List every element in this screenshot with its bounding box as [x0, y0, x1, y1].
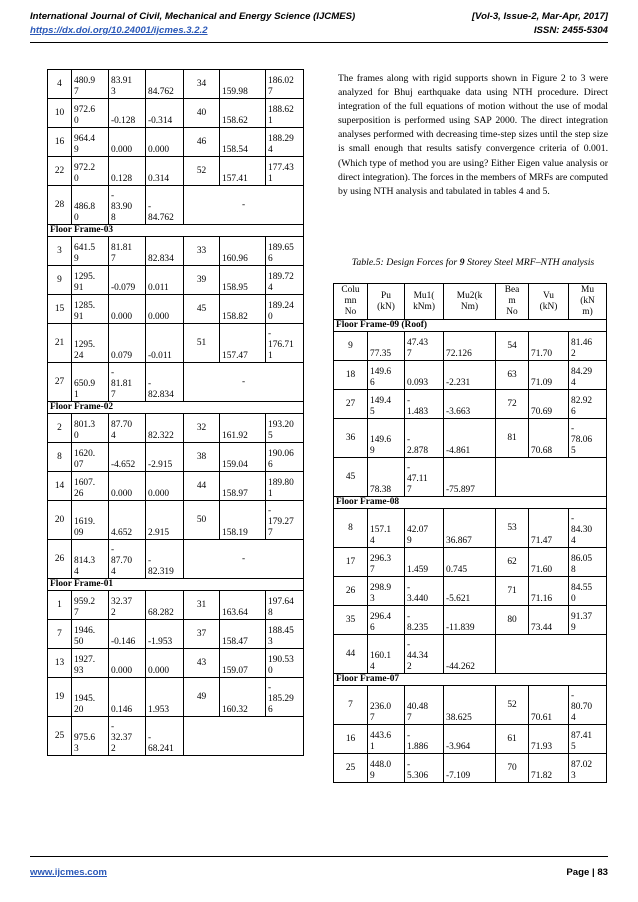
mu2-value: -7.109 [444, 754, 496, 783]
beam-empty: - [184, 540, 304, 579]
left-table-section-row [48, 225, 304, 237]
mu-value: - 80.70 4 [569, 686, 607, 725]
right-table-header [334, 284, 607, 320]
column-no: 3 [48, 237, 72, 266]
right-table-row [334, 606, 607, 635]
pu-value: 1607. 26 [72, 472, 109, 501]
right-table-row [334, 548, 607, 577]
mu2-value: -2.915 [146, 443, 184, 472]
pu-value: 298.9 3 [368, 577, 405, 606]
pu-value: 149.6 6 [368, 361, 405, 390]
column-header: Colu mn No [334, 284, 368, 320]
mu1-value: 0.079 [109, 324, 146, 363]
pu-value: 1295. 91 [72, 266, 109, 295]
column-no: 16 [48, 128, 72, 157]
right-table-row [334, 332, 607, 361]
mu1-value: 0.000 [109, 472, 146, 501]
right-table-row [334, 361, 607, 390]
mu1-value: 0.000 [109, 295, 146, 324]
mu-value: 91.37 9 [569, 606, 607, 635]
caption-prefix: Table.5: Design Forces for [351, 257, 460, 268]
vu-value: 158.97 [220, 472, 266, 501]
left-table-row [48, 237, 304, 266]
left-table-row [48, 70, 304, 99]
mu2-value: 0.314 [146, 157, 184, 186]
issue-info: [Vol-3, Issue-2, Mar-Apr, 2017] [471, 11, 608, 22]
left-table-section-row [48, 402, 304, 414]
mu-value: 84.55 0 [569, 577, 607, 606]
vu-value: 71.60 [529, 548, 569, 577]
mu2-value: -0.314 [146, 99, 184, 128]
column-no: 10 [48, 99, 72, 128]
right-table-row [334, 635, 607, 674]
mu1-value: 0.128 [109, 157, 146, 186]
beam-no: 43 [184, 649, 220, 678]
mu1-value: 0.146 [109, 678, 146, 717]
vu-value: 70.68 [529, 419, 569, 458]
mu-value: 84.29 4 [569, 361, 607, 390]
pu-value: 443.6 1 [368, 725, 405, 754]
mu-value: 87.02 3 [569, 754, 607, 783]
beam-no: 33 [184, 237, 220, 266]
right-table-row [334, 390, 607, 419]
right-table-row [334, 509, 607, 548]
mu1-value: - 87.70 4 [109, 540, 146, 579]
mu1-value: - 47.11 7 [405, 458, 444, 497]
section-heading: Floor Frame-09 (Roof) [334, 320, 607, 332]
pu-value: 78.38 [368, 458, 405, 497]
beam-no: 34 [184, 70, 220, 99]
mu1-value: 0.093 [405, 361, 444, 390]
pu-value: 1619. 09 [72, 501, 109, 540]
pu-value: 1285. 91 [72, 295, 109, 324]
pu-value: 972.6 0 [72, 99, 109, 128]
mu-value: - 84.30 4 [569, 509, 607, 548]
column-header: Bea m No [496, 284, 529, 320]
column-no: 28 [48, 186, 72, 225]
mu-value: 186.02 7 [266, 70, 304, 99]
vu-value: 160.96 [220, 237, 266, 266]
mu2-value: 0.000 [146, 295, 184, 324]
pu-value: 1945. 20 [72, 678, 109, 717]
column-no: 15 [48, 295, 72, 324]
issn: ISSN: 2455-5304 [533, 25, 608, 36]
beam-no: 54 [496, 332, 529, 361]
column-no: 26 [48, 540, 72, 579]
column-no: 22 [48, 157, 72, 186]
mu2-value: - 84.762 [146, 186, 184, 225]
mu-value: - 176.71 1 [266, 324, 304, 363]
column-no: 21 [48, 324, 72, 363]
left-table-row [48, 649, 304, 678]
beam-no: 39 [184, 266, 220, 295]
mu1-value: - 1.483 [405, 390, 444, 419]
mu2-value: 0.000 [146, 472, 184, 501]
beam-no: 72 [496, 390, 529, 419]
header-rule [30, 42, 608, 43]
right-table-section-row [334, 674, 607, 686]
left-table-row [48, 472, 304, 501]
left-table-row [48, 363, 304, 402]
mu1-value: - 3.440 [405, 577, 444, 606]
column-no: 20 [48, 501, 72, 540]
column-header: Mu2(k Nm) [444, 284, 496, 320]
mu2-value: 84.762 [146, 70, 184, 99]
pu-value: 1946. 50 [72, 620, 109, 649]
column-header: Vu (kN) [529, 284, 569, 320]
vu-value: 71.09 [529, 361, 569, 390]
pu-value: 959.2 7 [72, 591, 109, 620]
pu-value: 975.6 3 [72, 717, 109, 756]
right-table-row [334, 419, 607, 458]
beam-no: 44 [184, 472, 220, 501]
left-table-row [48, 717, 304, 756]
running-header [30, 11, 608, 23]
mu2-value: - 82.319 [146, 540, 184, 579]
mu2-value: 0.011 [146, 266, 184, 295]
left-table-row [48, 414, 304, 443]
pu-value: 149.6 9 [368, 419, 405, 458]
right-table-row [334, 725, 607, 754]
column-no: 13 [48, 649, 72, 678]
beam-no: 52 [496, 686, 529, 725]
vu-value: 158.82 [220, 295, 266, 324]
body-paragraph: The frames along with rigid supports shown in Figure 2 to 3 were analyzed for Bhuj earthquake data using NTH procedure. Direct integration of the full equations of motion without the use of modal superposition is performed using SAP 2000. The direct integration analyses performed with decreasing time-step sizes until the step size is small enough that results satisfy convergence criteria of 0.001. (Which type of method you are using? Either Eigen value analysis or direct integration). The forces in the members of MRFs are computed by using NTH analysis and tabulated in tables 4 and 5. [338, 73, 608, 197]
column-no: 16 [334, 725, 368, 754]
mu2-value: 36.867 [444, 509, 496, 548]
pu-value: 296.4 6 [368, 606, 405, 635]
mu-value: 189.80 1 [266, 472, 304, 501]
column-no: 7 [48, 620, 72, 649]
pu-value: 814.3 4 [72, 540, 109, 579]
pu-value: 157.1 4 [368, 509, 405, 548]
mu2-value: -3.964 [444, 725, 496, 754]
mu2-value: 82.322 [146, 414, 184, 443]
mu-value: 87.41 5 [569, 725, 607, 754]
mu2-value: -5.621 [444, 577, 496, 606]
mu1-value: -0.079 [109, 266, 146, 295]
mu-value: - 185.29 6 [266, 678, 304, 717]
mu1-value: 0.000 [109, 649, 146, 678]
mu-value: 189.72 4 [266, 266, 304, 295]
pu-value: 448.0 9 [368, 754, 405, 783]
mu-value: 190.06 6 [266, 443, 304, 472]
vu-value: 70.69 [529, 390, 569, 419]
mu1-value: 83.91 3 [109, 70, 146, 99]
mu1-value: - 5.306 [405, 754, 444, 783]
beam-no: 70 [496, 754, 529, 783]
mu-value: 190.53 0 [266, 649, 304, 678]
beam-no: 38 [184, 443, 220, 472]
mu2-value: -75.897 [444, 458, 496, 497]
left-table-row [48, 591, 304, 620]
column-no: 27 [334, 390, 368, 419]
mu-value: - 179.27 7 [266, 501, 304, 540]
right-table-row [334, 577, 607, 606]
column-no: 1 [48, 591, 72, 620]
beam-no: 50 [184, 501, 220, 540]
mu1-value: - 2.878 [405, 419, 444, 458]
vu-value: 158.47 [220, 620, 266, 649]
mu-value: 177.43 1 [266, 157, 304, 186]
mu1-value: 32.37 2 [109, 591, 146, 620]
beam-no: 40 [184, 99, 220, 128]
left-table [47, 69, 304, 756]
right-table-section-row [334, 320, 607, 332]
beam-no: 32 [184, 414, 220, 443]
left-table-row [48, 678, 304, 717]
section-heading: Floor Frame-02 [48, 402, 304, 414]
mu-value: 82.92 6 [569, 390, 607, 419]
column-no: 45 [334, 458, 368, 497]
mu2-value: 2.915 [146, 501, 184, 540]
mu2-value: 0.745 [444, 548, 496, 577]
pu-value: 236.0 7 [368, 686, 405, 725]
column-no: 44 [334, 635, 368, 674]
left-table-row [48, 186, 304, 225]
section-heading: Floor Frame-08 [334, 497, 607, 509]
vu-value: 158.95 [220, 266, 266, 295]
beam-no: 51 [184, 324, 220, 363]
left-table-row [48, 324, 304, 363]
left-table-row [48, 501, 304, 540]
mu2-value: 38.625 [444, 686, 496, 725]
vu-value: 158.62 [220, 99, 266, 128]
mu1-value: -0.128 [109, 99, 146, 128]
pu-value: 486.8 0 [72, 186, 109, 225]
left-table-row [48, 443, 304, 472]
vu-value: 157.47 [220, 324, 266, 363]
mu1-value: -0.146 [109, 620, 146, 649]
mu-value: 81.46 2 [569, 332, 607, 361]
running-header-2 [30, 25, 608, 37]
mu2-value: - 68.241 [146, 717, 184, 756]
beam-empty: - [184, 186, 304, 225]
mu-value: 197.64 8 [266, 591, 304, 620]
beam-no: 63 [496, 361, 529, 390]
pu-value: 1295. 24 [72, 324, 109, 363]
pu-value: 77.35 [368, 332, 405, 361]
section-heading: Floor Frame-03 [48, 225, 304, 237]
beam-empty [496, 458, 607, 497]
mu-value: 86.05 8 [569, 548, 607, 577]
pu-value: 149.4 5 [368, 390, 405, 419]
left-table-row [48, 540, 304, 579]
mu1-value: 47.43 7 [405, 332, 444, 361]
beam-no: 53 [496, 509, 529, 548]
beam-no: 49 [184, 678, 220, 717]
mu2-value: -3.663 [444, 390, 496, 419]
mu1-value: - 8.235 [405, 606, 444, 635]
website-link[interactable]: www.ijcmes.com [30, 867, 107, 878]
page-footer [30, 867, 608, 878]
left-table-row [48, 295, 304, 324]
mu2-value: 0.000 [146, 649, 184, 678]
beam-empty [496, 635, 607, 674]
vu-value: 71.16 [529, 577, 569, 606]
column-no: 2 [48, 414, 72, 443]
vu-value: 159.07 [220, 649, 266, 678]
beam-no: 37 [184, 620, 220, 649]
column-no: 25 [48, 717, 72, 756]
column-header: Mu1( kNm) [405, 284, 444, 320]
pu-value: 641.5 9 [72, 237, 109, 266]
vu-value: 159.98 [220, 70, 266, 99]
beam-no: 31 [184, 591, 220, 620]
right-table [333, 283, 607, 783]
pu-value: 801.3 0 [72, 414, 109, 443]
column-no: 14 [48, 472, 72, 501]
mu2-value: 82.834 [146, 237, 184, 266]
pu-value: 964.4 9 [72, 128, 109, 157]
mu2-value: - 82.834 [146, 363, 184, 402]
mu2-value: -0.011 [146, 324, 184, 363]
mu1-value: - 1.886 [405, 725, 444, 754]
left-table-row [48, 266, 304, 295]
vu-value: 158.19 [220, 501, 266, 540]
vu-value: 71.93 [529, 725, 569, 754]
mu-value: 189.65 6 [266, 237, 304, 266]
pu-value: 160.1 4 [368, 635, 405, 674]
pu-value: 650.9 1 [72, 363, 109, 402]
mu-value: - 78.06 5 [569, 419, 607, 458]
section-heading: Floor Frame-07 [334, 674, 607, 686]
vu-value: 71.70 [529, 332, 569, 361]
mu2-value: 68.282 [146, 591, 184, 620]
footer-rule [30, 856, 608, 857]
beam-no: 61 [496, 725, 529, 754]
column-no: 26 [334, 577, 368, 606]
mu1-value: 81.81 7 [109, 237, 146, 266]
column-header: Mu (kN m) [569, 284, 607, 320]
vu-value: 158.54 [220, 128, 266, 157]
column-no: 17 [334, 548, 368, 577]
mu2-value: -2.231 [444, 361, 496, 390]
pu-value: 296.3 7 [368, 548, 405, 577]
right-table-section-row [334, 497, 607, 509]
beam-no: 45 [184, 295, 220, 324]
column-no: 8 [334, 509, 368, 548]
mu1-value: 40.48 7 [405, 686, 444, 725]
vu-value: 71.47 [529, 509, 569, 548]
column-no: 18 [334, 361, 368, 390]
column-no: 4 [48, 70, 72, 99]
pu-value: 972.2 0 [72, 157, 109, 186]
mu2-value: 0.000 [146, 128, 184, 157]
section-heading: Floor Frame-01 [48, 579, 304, 591]
column-no: 36 [334, 419, 368, 458]
vu-value: 157.41 [220, 157, 266, 186]
mu2-value: -11.839 [444, 606, 496, 635]
mu2-value: -44.262 [444, 635, 496, 674]
column-no: 35 [334, 606, 368, 635]
beam-no: 80 [496, 606, 529, 635]
right-table-row [334, 686, 607, 725]
beam-no: 62 [496, 548, 529, 577]
mu2-value: -1.953 [146, 620, 184, 649]
doi-link[interactable]: https://dx.doi.org/10.24001/ijcmes.3.2.2 [30, 25, 208, 36]
mu1-value: 4.652 [109, 501, 146, 540]
left-table-section-row [48, 579, 304, 591]
mu1-value: - 81.81 7 [109, 363, 146, 402]
pu-value: 1927. 93 [72, 649, 109, 678]
mu1-value: 1.459 [405, 548, 444, 577]
column-no: 19 [48, 678, 72, 717]
vu-value: 70.61 [529, 686, 569, 725]
beam-no: 71 [496, 577, 529, 606]
mu-value: 189.24 0 [266, 295, 304, 324]
vu-value: 159.04 [220, 443, 266, 472]
mu1-value: -4.652 [109, 443, 146, 472]
mu1-value: 0.000 [109, 128, 146, 157]
column-no: 25 [334, 754, 368, 783]
beam-no: 52 [184, 157, 220, 186]
table-caption [338, 256, 608, 269]
left-table-row [48, 99, 304, 128]
mu1-value: 42.07 9 [405, 509, 444, 548]
caption-storey: 9 [459, 257, 465, 268]
column-no: 9 [48, 266, 72, 295]
caption-suffix: Storey Steel MRF–NTH analysis [464, 257, 595, 268]
page-number: Page | 83 [566, 867, 608, 878]
right-table-row [334, 458, 607, 497]
vu-value: 73.44 [529, 606, 569, 635]
mu2-value: 72.126 [444, 332, 496, 361]
vu-value: 163.64 [220, 591, 266, 620]
mu1-value: - 83.90 8 [109, 186, 146, 225]
pu-value: 1620. 07 [72, 443, 109, 472]
column-no: 7 [334, 686, 368, 725]
mu1-value: - 32.37 2 [109, 717, 146, 756]
pu-value: 480.9 7 [72, 70, 109, 99]
beam-no: 81 [496, 419, 529, 458]
column-no: 9 [334, 332, 368, 361]
mu-value: 188.29 4 [266, 128, 304, 157]
mu1-value: 87.70 4 [109, 414, 146, 443]
mu2-value: -4.861 [444, 419, 496, 458]
mu-value: 188.45 3 [266, 620, 304, 649]
column-header: Pu (kN) [368, 284, 405, 320]
column-no: 8 [48, 443, 72, 472]
beam-empty [184, 717, 304, 756]
beam-no: 46 [184, 128, 220, 157]
column-no: 27 [48, 363, 72, 402]
vu-value: 71.82 [529, 754, 569, 783]
vu-value: 161.92 [220, 414, 266, 443]
beam-empty: - [184, 363, 304, 402]
right-table-row [334, 754, 607, 783]
mu2-value: 1.953 [146, 678, 184, 717]
mu-value: 193.20 5 [266, 414, 304, 443]
left-table-row [48, 620, 304, 649]
mu1-value: - 44.34 2 [405, 635, 444, 674]
left-table-row [48, 157, 304, 186]
left-table-row [48, 128, 304, 157]
mu-value: 188.62 1 [266, 99, 304, 128]
journal-title: International Journal of Civil, Mechanical and Energy Science (IJCMES) [30, 11, 356, 22]
vu-value: 160.32 [220, 678, 266, 717]
